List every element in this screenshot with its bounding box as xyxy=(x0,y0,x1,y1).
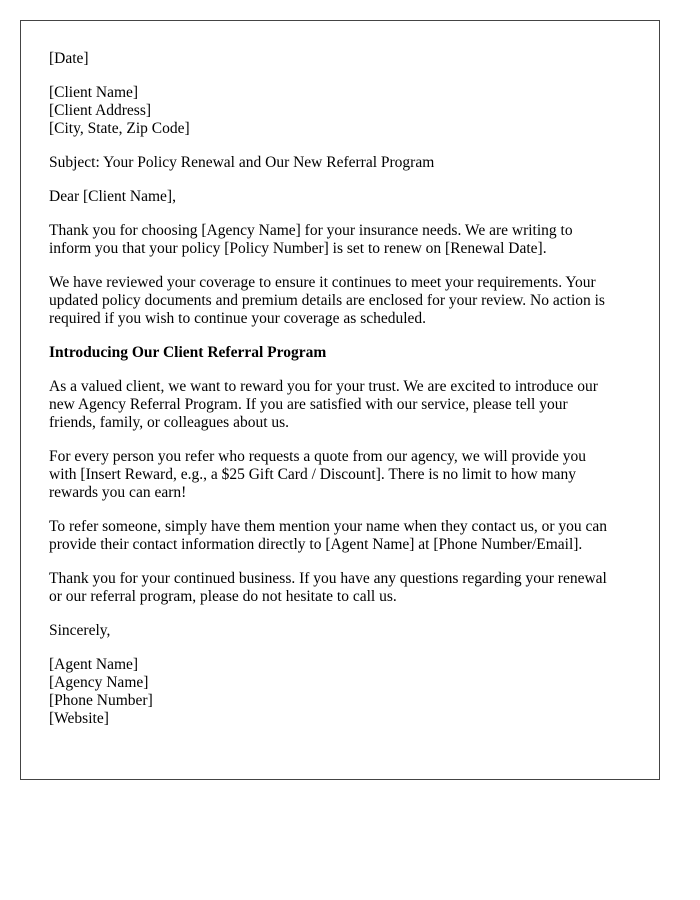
signature-agency-name: [Agency Name] xyxy=(49,674,149,691)
paragraph-coverage-review xyxy=(49,274,639,328)
paragraph-renewal-intro xyxy=(49,222,639,258)
paragraph-referral-how-to xyxy=(49,518,639,554)
recipient-address xyxy=(49,84,639,138)
signature-phone: [Phone Number] xyxy=(49,692,153,709)
paragraph-line: required if you wish to continue your coverage as scheduled. xyxy=(49,310,427,327)
paragraph-line: updated policy documents and premium details are enclosed for your review. No action is xyxy=(49,292,605,309)
salutation-text: Dear [Client Name], xyxy=(49,188,176,205)
paragraph-line: or our referral program, please do not hesitate to call us. xyxy=(49,588,397,605)
signature-block xyxy=(49,656,639,728)
paragraph-referral-intro xyxy=(49,378,639,432)
subject-text: Subject: Your Policy Renewal and Our New Referral Program xyxy=(49,154,435,171)
closing xyxy=(49,622,639,640)
paragraph-line: Thank you for your continued business. If you have any questions regarding your renewal xyxy=(49,570,607,587)
signature-website: [Website] xyxy=(49,710,109,727)
section-heading-text: Introducing Our Client Referral Program xyxy=(49,344,327,361)
date-line xyxy=(49,50,639,68)
section-heading-referral xyxy=(49,344,639,362)
paragraph-line: Thank you for choosing [Agency Name] for your insurance needs. We are writing to xyxy=(49,222,573,239)
paragraph-line: As a valued client, we want to reward you for your trust. We are excited to introduce our xyxy=(49,378,598,395)
salutation xyxy=(49,188,639,206)
letter-body xyxy=(49,50,639,744)
closing-text: Sincerely, xyxy=(49,622,111,639)
date-text: [Date] xyxy=(49,50,89,67)
paragraph-line: To refer someone, simply have them mention your name when they contact us, or you can xyxy=(49,518,608,535)
paragraph-line: rewards you can earn! xyxy=(49,484,187,501)
subject-line xyxy=(49,154,639,172)
recipient-city-state-zip: [City, State, Zip Code] xyxy=(49,120,190,137)
paragraph-line: provide their contact information directly to [Agent Name] at [Phone Number/Email]. xyxy=(49,536,583,553)
paragraph-line: inform you that your policy [Policy Number] is set to renew on [Renewal Date]. xyxy=(49,240,547,257)
paragraph-line: new Agency Referral Program. If you are satisfied with our service, please tell your xyxy=(49,396,568,413)
paragraph-thank-you xyxy=(49,570,639,606)
paragraph-line: We have reviewed your coverage to ensure it continues to meet your requirements. Your xyxy=(49,274,596,291)
signature-agent-name: [Agent Name] xyxy=(49,656,139,673)
recipient-address-line: [Client Address] xyxy=(49,102,152,119)
letter-page xyxy=(20,20,660,780)
paragraph-line: with [Insert Reward, e.g., a $25 Gift Card / Discount]. There is no limit to how many xyxy=(49,466,577,483)
paragraph-line: For every person you refer who requests a quote from our agency, we will provide you xyxy=(49,448,587,465)
paragraph-line: friends, family, or colleagues about us. xyxy=(49,414,290,431)
paragraph-referral-reward xyxy=(49,448,639,502)
recipient-name: [Client Name] xyxy=(49,84,139,101)
